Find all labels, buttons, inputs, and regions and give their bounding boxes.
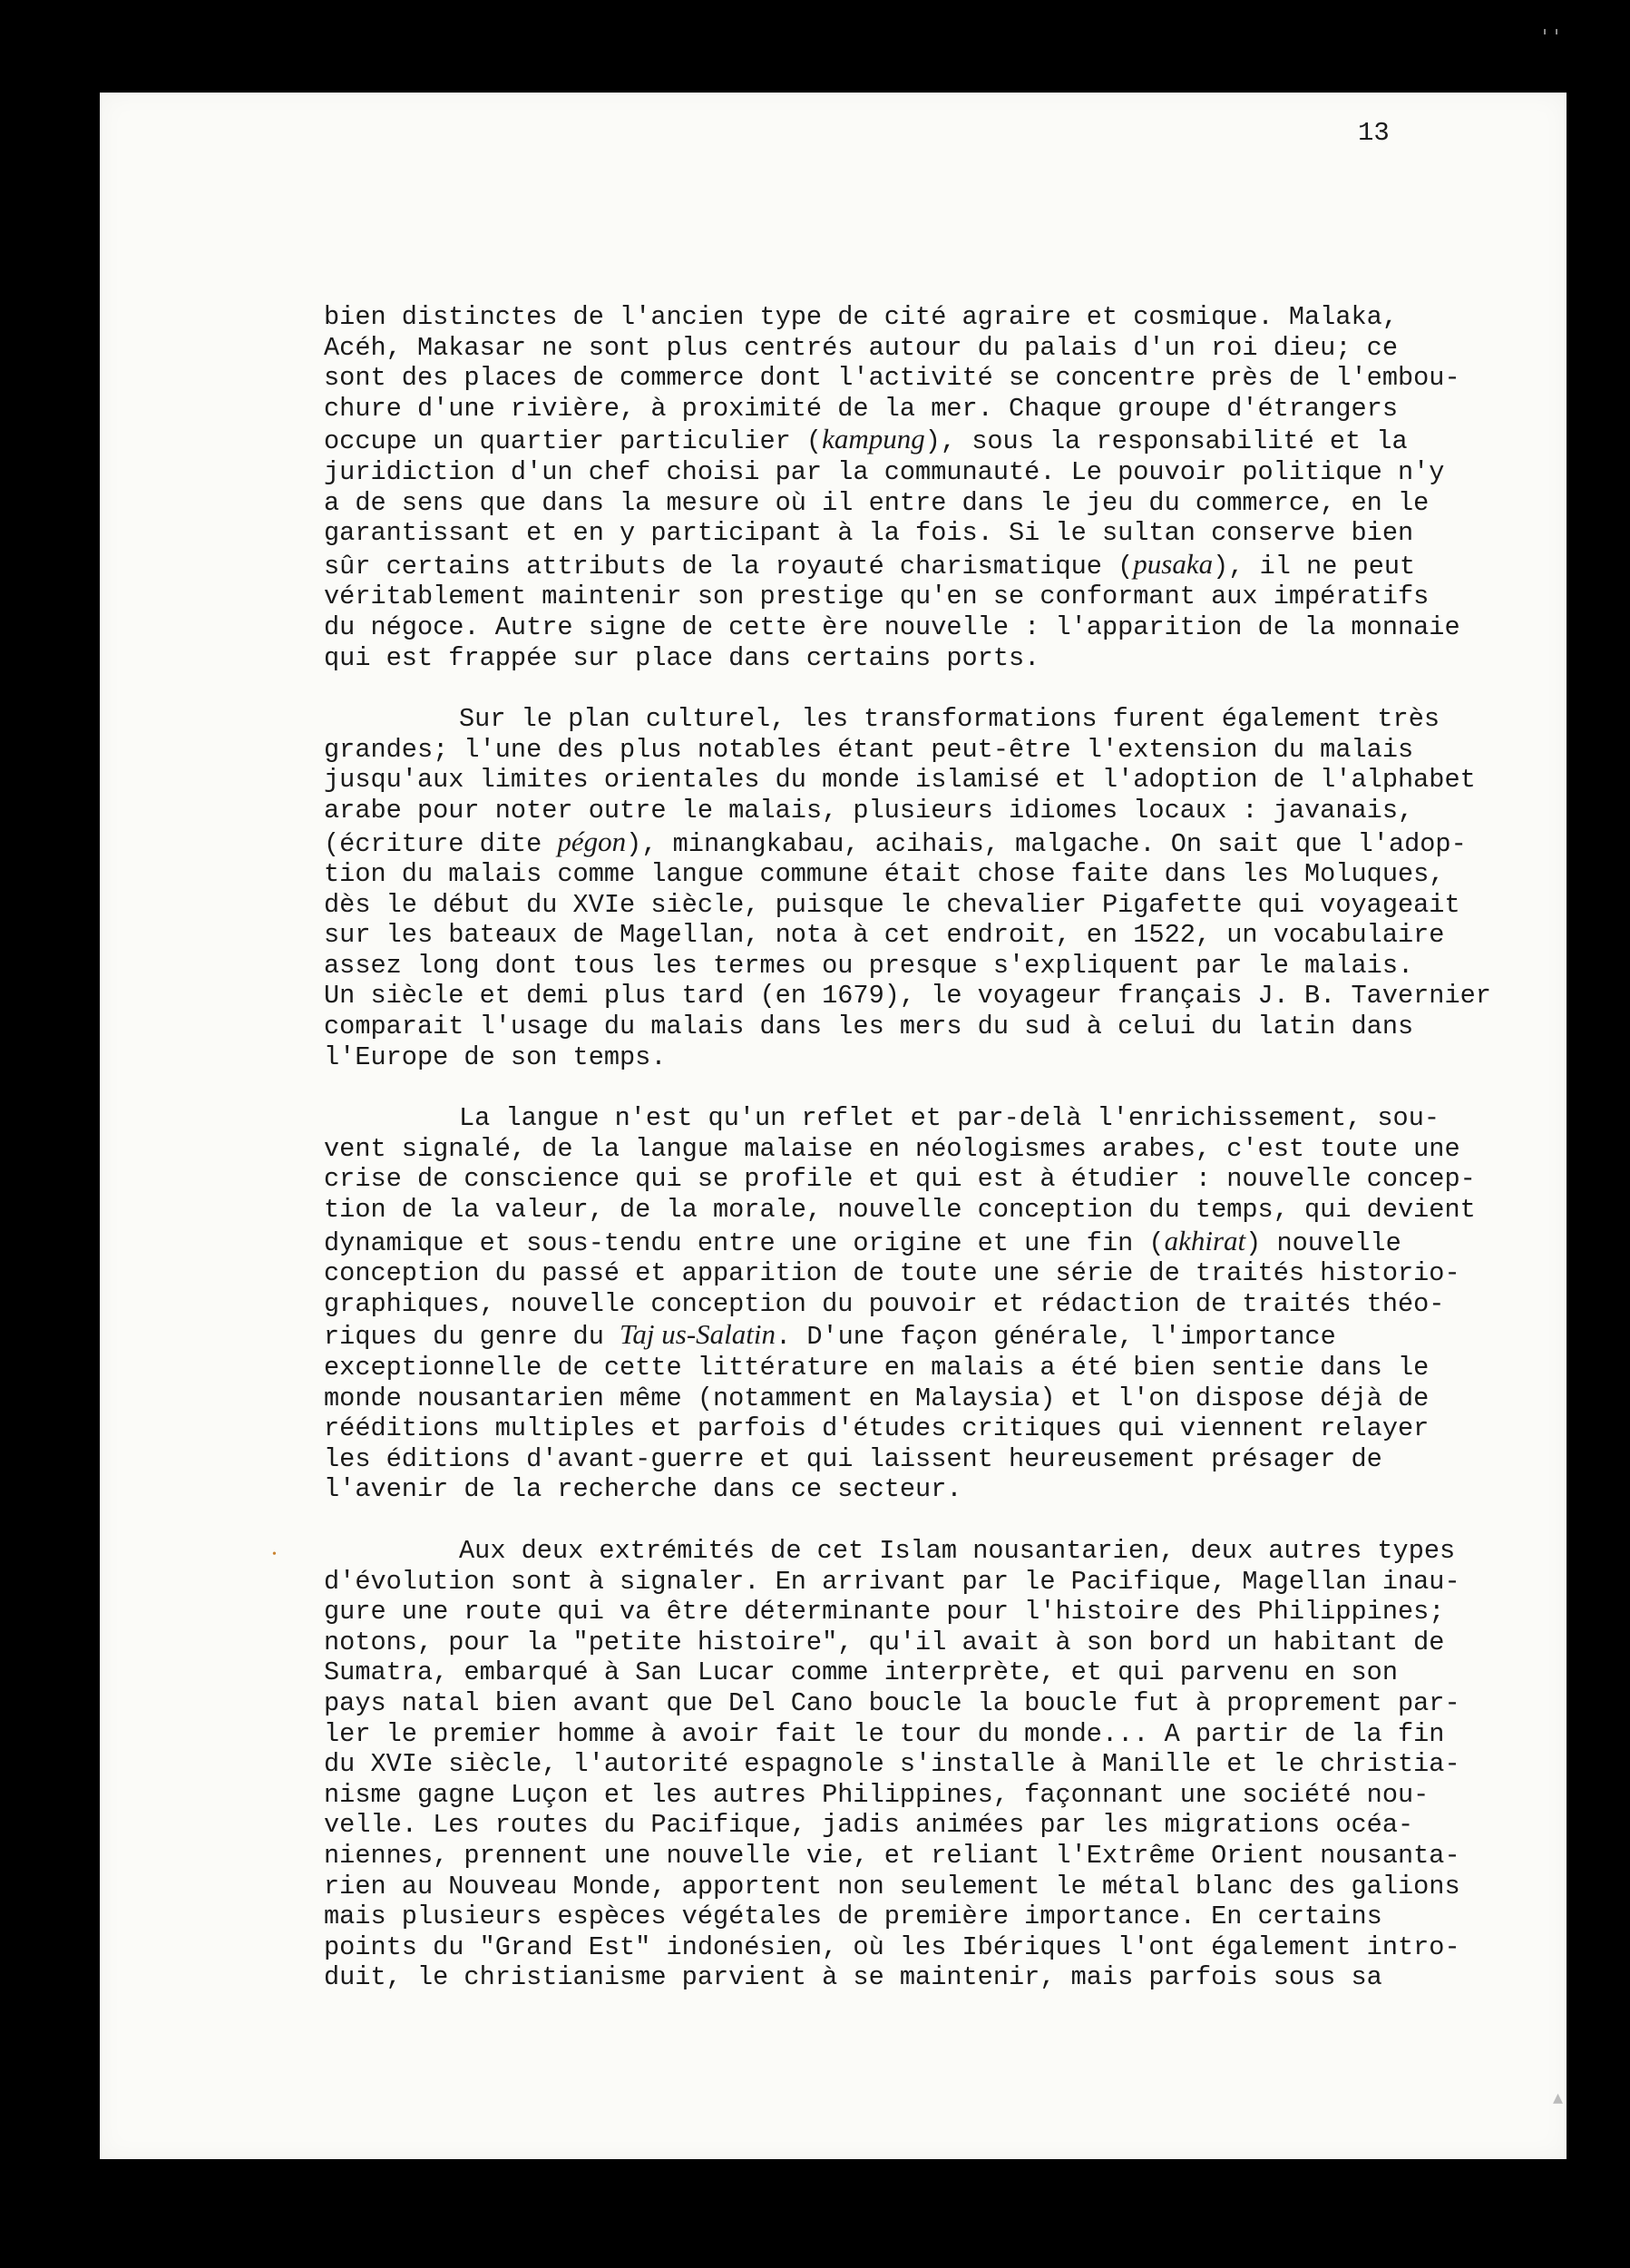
text-line [324,1567,1503,1598]
text-line [324,1780,1503,1811]
text-segment: l'avenir de la recherche dans ce secteur. [324,1474,962,1505]
text-line [324,1597,1503,1628]
text-line [324,1932,1503,1963]
italic-term: kampung [822,423,925,455]
text-line [324,302,1503,333]
text-segment: du négoce. Autre signe de cette ère nouvelle : l'apparition de la monnaie [324,611,1460,642]
text-segment: exceptionnelle de cette littérature en malais a été bien sentie dans le [324,1353,1430,1383]
text-segment: graphiques, nouvelle conception du pouvoir et rédaction de traités théo- [324,1288,1445,1319]
text-segment: sûr certains attributs de la royauté charismatique ( [324,551,1134,582]
text-line [324,1042,1503,1073]
page-number: 13 [1358,118,1390,148]
text-line [324,890,1503,921]
text-segment: mais plusieurs espèces végétales de première importance. En certains [324,1901,1382,1932]
text-segment: La langue n'est qu'un reflet et par-delà l'enrichissement, sou- [459,1103,1440,1134]
text-line [324,1962,1503,1993]
text-line [324,951,1503,982]
text-line [324,1444,1503,1475]
body-text [324,302,1503,1993]
text-segment: véritablement maintenir son prestige qu'en se conformant aux impératifs [324,582,1430,612]
text-line [324,1749,1503,1780]
text-line [324,1134,1503,1165]
text-segment: conception du passé et apparition de toute une série de traités historio- [324,1258,1460,1289]
text-line [324,704,1503,735]
text-segment: assez long dont tous les termes ou presque s'expliquent par le malais. [324,950,1414,981]
text-segment: rien au Nouveau Monde, apportent non seulement le métal blanc des galions [324,1871,1460,1901]
corner-mark: ▴ [1553,2087,1564,2109]
text-line [324,1258,1503,1289]
text-line [324,1872,1503,1902]
text-segment: Sur le plan culturel, les transformations furent également très [459,704,1440,735]
text-segment: comparait l'usage du malais dans les mers du sud à celui du latin dans [324,1012,1414,1042]
text-line [324,394,1503,425]
text-line [324,363,1503,394]
stray-mark: • [272,1548,277,1561]
text-segment: arabe pour noter outre le malais, plusieurs idiomes locaux : javanais, [324,795,1414,826]
italic-term: pégon [557,825,627,857]
text-line [324,1195,1503,1226]
text-segment: dès le début du XVIe siècle, puisque le chevalier Pigafette qui voyageait [324,889,1460,920]
text-line [324,1657,1503,1688]
text-segment: qui est frappée sur place dans certains ports. [324,642,1040,673]
text-line [324,1628,1503,1658]
corner-mark: ˈ ˈ [1542,27,1560,50]
text-segment: notons, pour la "petite histoire", qu'il avait à son bord un habitant de [324,1627,1445,1657]
text-line [324,1810,1503,1841]
text-line [324,796,1503,826]
text-segment: ler le premier homme à avoir fait le tour du monde... A partir de la fin [324,1718,1445,1749]
text-segment: les éditions d'avant-guerre et qui laissent heureusement présager de [324,1443,1382,1474]
text-segment: crise de conscience qui se profile et qui est à étudier : nouvelle concep- [324,1164,1476,1195]
text-line [324,612,1503,643]
text-segment: tion de la valeur, de la morale, nouvelle conception du temps, qui devient [324,1195,1476,1226]
text-segment: gure une route qui va être déterminante pour l'histoire des Philippines; [324,1597,1445,1628]
text-line [324,859,1503,890]
paragraph [324,704,1503,1072]
text-segment: Acéh, Makasar ne sont plus centrés autour du palais d'un roi dieu; ce [324,332,1398,363]
text-line [324,1319,1503,1353]
text-line [324,1719,1503,1750]
text-segment: rééditions multiples et parfois d'études critiques qui viennent relayer [324,1413,1430,1444]
text-line [324,1474,1503,1505]
text-segment: ), il ne peut [1213,551,1416,582]
text-line [324,424,1503,457]
text-line [324,1226,1503,1259]
text-segment: duit, le christianisme parvient à se maintenir, mais parfois sous sa [324,1962,1382,1993]
text-segment: vent signalé, de la langue malaise en néologismes arabes, c'est toute une [324,1133,1460,1164]
text-segment: Aux deux extrémités de cet Islam nousantarien, deux autres types [459,1535,1456,1566]
text-segment: bien distinctes de l'ancien type de cité agraire et cosmique. Malaka, [324,302,1398,332]
text-segment: pays natal bien avant que Del Cano boucle la boucle fut à proprement par- [324,1687,1460,1718]
text-segment: sur les bateaux de Magellan, nota à cet endroit, en 1522, un vocabulaire [324,920,1445,951]
text-segment: points du "Grand Est" indonésien, où les Ibériques l'ont également intro- [324,1931,1460,1962]
text-line [324,1164,1503,1195]
paragraph [324,1103,1503,1505]
text-line [324,1383,1503,1414]
text-line [324,457,1503,488]
text-segment: monde nousantarien même (notamment en Malaysia) et l'on dispose déjà de [324,1383,1430,1413]
text-line [324,1841,1503,1872]
text-line [324,1413,1503,1444]
text-segment: du XVIe siècle, l'autorité espagnole s'installe à Manille et le christia- [324,1749,1460,1780]
text-segment: ), sous la responsabilité et la [924,426,1408,457]
text-segment: niennes, prennent une nouvelle vie, et reliant l'Extrême Orient nousanta- [324,1840,1460,1871]
italic-term: Taj us-Salatin [620,1318,776,1351]
italic-term: pusaka [1133,547,1214,580]
text-line [324,643,1503,674]
text-line [324,518,1503,549]
paragraph [324,1536,1503,1993]
text-segment: ), minangkabau, acihais, malgache. On sait que l'adop- [626,828,1467,859]
text-segment: sont des places de commerce dont l'activité se concentre près de l'embou- [324,363,1460,394]
text-line [324,765,1503,796]
text-line [324,1901,1503,1932]
text-line [324,1688,1503,1719]
text-segment: ) nouvelle [1245,1227,1401,1258]
text-line [324,582,1503,612]
text-line [324,735,1503,766]
text-segment: nisme gagne Luçon et les autres Philippines, façonnant une société nou- [324,1779,1430,1810]
text-segment: grandes; l'une des plus notables étant peut-être l'extension du malais [324,734,1414,765]
text-segment: occupe un quartier particulier ( [324,426,823,457]
text-segment: tion du malais comme langue commune était chose faite dans les Moluques, [324,859,1445,890]
text-segment: . D'une façon générale, l'importance [776,1322,1336,1353]
text-segment: velle. Les routes du Pacifique, jadis animées par les migrations océa- [324,1810,1414,1841]
text-line [324,1012,1503,1042]
text-segment: dynamique et sous-tendu entre une origine et une fin ( [324,1227,1165,1258]
text-segment: Sumatra, embarqué à San Lucar comme interprète, et qui parvenu en son [324,1657,1398,1688]
text-line [324,981,1503,1012]
text-segment: garantissant et en y participant à la fois. Si le sultan conserve bien [324,518,1414,549]
text-line [324,488,1503,519]
text-line [324,920,1503,951]
text-segment: jusqu'aux limites orientales du monde islamisé et l'adoption de l'alphabet [324,765,1476,796]
text-segment: a de sens que dans la mesure où il entre dans le jeu du commerce, en le [324,487,1430,518]
text-line [324,1289,1503,1320]
paragraph [324,302,1503,673]
text-line [324,1536,1503,1567]
text-line [324,1353,1503,1383]
text-line [324,549,1503,582]
text-segment: riques du genre du [324,1322,620,1353]
text-segment: l'Europe de son temps. [324,1041,667,1072]
text-segment: chure d'une rivière, à proximité de la mer. Chaque groupe d'étrangers [324,393,1398,424]
text-segment: d'évolution sont à signaler. En arrivant par le Pacifique, Magellan inau- [324,1566,1460,1597]
text-segment: (écriture dite [324,828,558,859]
text-line [324,1103,1503,1134]
text-line [324,826,1503,860]
text-line [324,333,1503,364]
italic-term: akhirat [1164,1224,1246,1256]
text-segment: Un siècle et demi plus tard (en 1679), le voyageur français J. B. Tavernier [324,981,1491,1012]
text-segment: juridiction d'un chef choisi par la communauté. Le pouvoir politique n'y [324,456,1445,487]
